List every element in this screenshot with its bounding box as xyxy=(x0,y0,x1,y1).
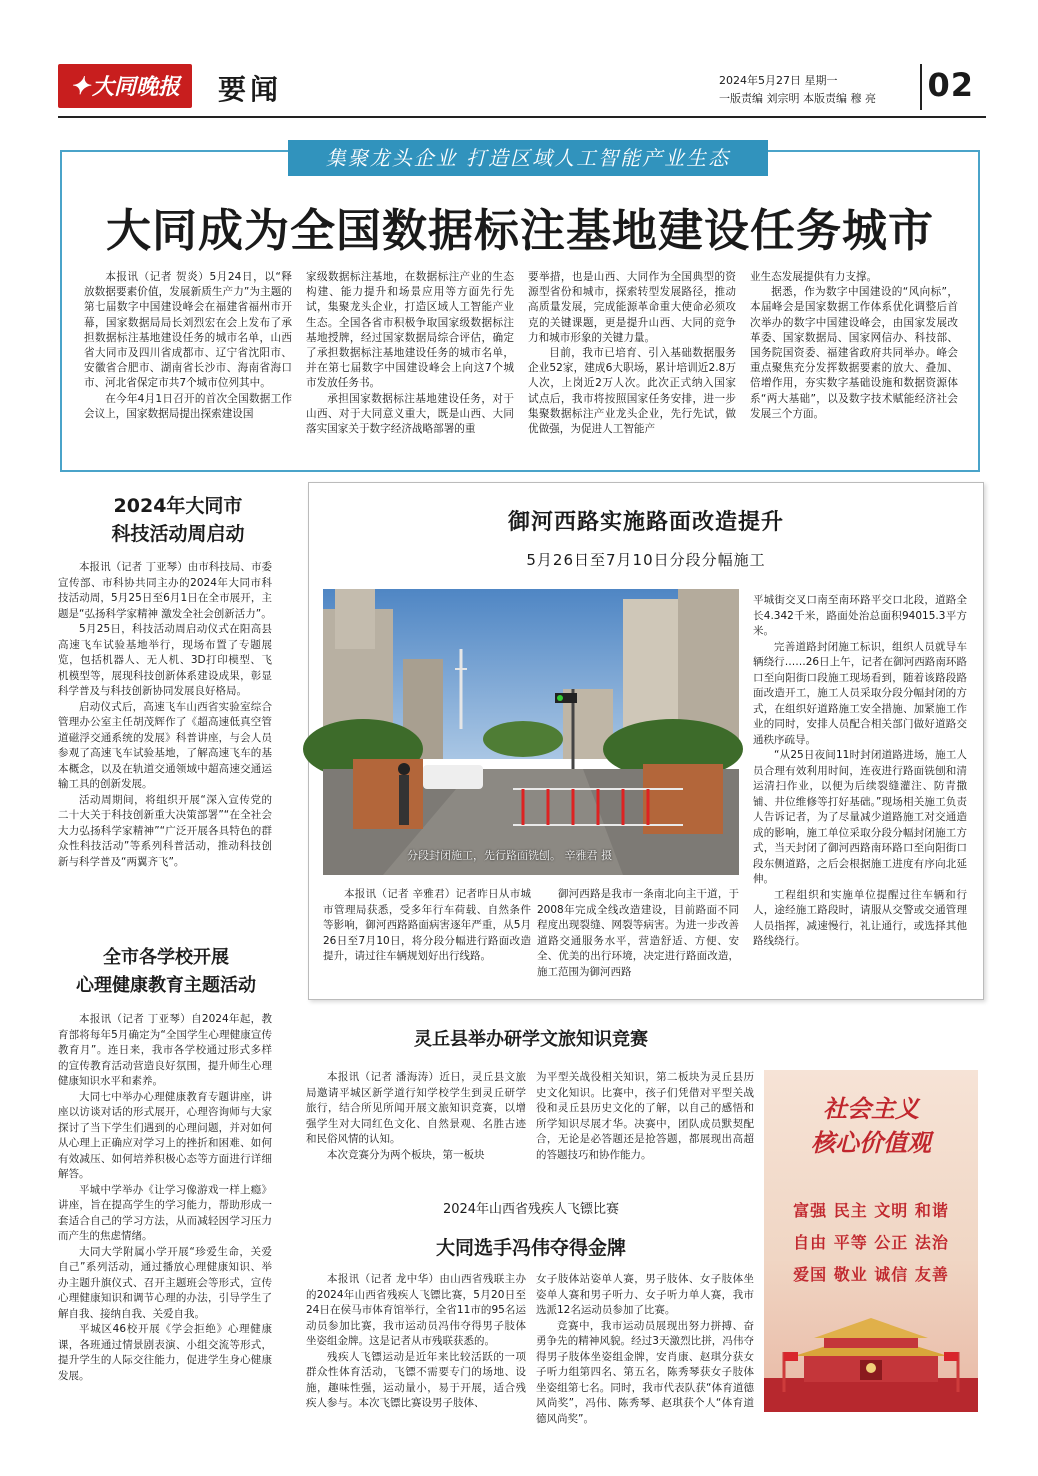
lead-col-2-p1: 家级数据标注基地，在数据标注产业的生态构建、能力提升和场景应用等方面先行先试，集聚龙头企业，打造区域人工智能产业生态。全国各省市积极争取国家级数据标注基地授牌，经过国家数据局综合评估，确定了承担数据标注基地建设任务的城市名单，并在第七届数字中国建设峰会上向这7个城市发放任务书。 xyxy=(306,271,514,390)
mental-health-headline-line2: 心理健康教育主题活动 xyxy=(76,975,256,996)
darts-col-a-p1: 本报讯（记者 龙中华）由山西省残联主办的2024年山西省残疾人飞镖比赛，5月20日至24日在侯马市体育馆举行，全省11市的95名运动员参加比赛，我市运动员冯伟夺得男子肢体坐姿组金牌。这是记者从市残联获悉的。 xyxy=(306,1273,526,1347)
road-col-c-p2: 完善道路封闭施工标识，组织人员就导车辆绕行……26日上午，记者在御河西路南环路口至向阳街口段施工现场看到，随着该路段路面改造开工，施工人员采取分段分幅封闭的方式，在组织好道路施工安全措施、加紧施工作业的同时，安排人员配合相关部门做好道路交通秩序疏导。 xyxy=(753,640,967,746)
date: 2024年5月27日 星期一 xyxy=(719,74,838,87)
road-col-a-p1: 本报讯（记者 辛雅君）记者昨日从市城市管理局获悉，受多年行车荷载、自然条件等影响，御河西路路面病害逐年严重，从5月26日至7月10日，将分段分幅进行路面改造提升，请过往车辆规划好出行线路。 xyxy=(323,888,531,962)
mental-health-p5: 平城区46校开展《学会拒绝》心理健康课，各班通过情景剧表演、小组交流等形式，提升学生的人际交往能力，促进学生身心健康发展。 xyxy=(58,1323,272,1382)
logo-mark-icon: ✦ xyxy=(69,71,91,100)
logo-text: 大同晚报 xyxy=(92,74,181,100)
core-values-poster xyxy=(764,1070,978,1412)
road-col-c-p1: 平城街交叉口南至南环路平交口北段，道路全长4.342千米，路面处治总面积94015.3平方米。 xyxy=(753,594,967,637)
darts-headline: 大同选手冯伟夺得金牌 xyxy=(435,1237,626,1259)
lead-col-3-p2: 目前，我市已培育、引入基础数据服务企业52家，建成6大职场，累计培训近2.8万人次，上岗近2万人次。此次正式纳入国家试点后，我市将按照国家任务安排，进一步集聚数据标注产业龙头企业，先行先试，做优做强，为促进人工智能产 xyxy=(528,347,736,436)
mental-health-p2: 大同七中举办心理健康教育专题讲座，讲座以访谈对话的形式展开，心理咨询师与大家探讨了当下学生们遇到的心理问题，并对如何从心理上正确应对学习上的挫折和困难、如何有效减压、如何培养积极心态等方面进行详细解答。 xyxy=(58,1090,272,1180)
road-col-a xyxy=(323,887,531,987)
road-col-c-p3: “从25日夜间11时封闭道路进场，施工人员合理有效利用时间，连夜进行路面铣刨和清运清扫作业，以便为后续裂缝灌注、防青撒铺、井位维修等打好基础。”现场相关施工负责人告诉记者，为了尽量减少道路施工对交通造成的影响，施工单位采取分段分幅封闭施工方式，当天封闭了御河西路南环路口至向阳街口段东侧道路，之后会根据施工进度有序向北延伸。 xyxy=(753,749,967,885)
lead-col-4-p1: 业生态发展提供有力支撑。 xyxy=(750,271,878,283)
lead-col-4-p2: 据悉，作为数字中国建设的“风向标”，本届峰会是国家数据工作体系优化调整后首次举办的数字中国建设峰会，由国家发展改革委、国家数据局、国家网信办、科技部、国务院国资委、福建省政府共同举办。峰会重点聚焦充分发挥数据要素的放大、叠加、倍增作用，夯实数字基础设施和数据资源体系“两大基础”，以及数字技术赋能经济社会发展三个方面。 xyxy=(750,286,958,420)
masthead xyxy=(58,60,986,120)
masthead-rule xyxy=(58,116,986,118)
mental-health-p1: 本报讯（记者 丁亚琴）自2024年起，教育部将每年5月确定为“全国学生心理健康宣传教育月”。连日来，我市各学校通过形式多样的宣传教育活动营造良好氛围，提升师生心理健康知识水平和素养。 xyxy=(58,1013,272,1087)
road-col-c-p4: 工程组织和实施单位提醒过往车辆和行人，途经施工路段时，请服从交警或交通管理人员指挥，减速慢行，礼让通行，或选择其他路线绕行。 xyxy=(753,888,967,947)
darts-kicker: 2024年山西省残疾人飞镖比赛 xyxy=(442,1202,620,1217)
mental-health-body xyxy=(58,1012,272,1432)
lead-col-1-p1: 本报讯（记者 贺炎）5月24日，以“释放数据要素价值，发展新质生产力”为主题的第七届数字中国建设峰会在福建省福州市开幕，国家数据局局长刘烈宏在会上发布了承担数据标注基地建设任务的城市名单，山西省大同市及四川省成都市、辽宁省沈阳市、安徽省合肥市、湖南省长沙市、海南省海口市、河北省保定市共7个城市位列其中。 xyxy=(84,271,292,390)
lead-body xyxy=(84,270,960,470)
tiananmen-illustration xyxy=(764,1292,978,1412)
lingqiu-headline: 灵丘县举办研学文旅知识竞赛 xyxy=(414,1029,648,1050)
road-col-b-p1: 御河西路是我市一条南北向主干道，于2008年完成全线改造建设，目前路面不同程度出现裂缝、网裂等病害。为进一步改善道路交通服务水平，营造舒适、方便、安全、优美的出行环境，决定进行路面改造，施工范围为御河西路 xyxy=(537,888,739,978)
lead-col-2-p2: 承担国家数据标注基地建设任务，对于山西、对于大同意义重大，既是山西、大同落实国家关于数字经济战略部署的重 xyxy=(306,392,514,436)
photo-caption: 分段封闭施工，先行路面铣刨。 辛雅君 摄 xyxy=(407,849,612,862)
tech-week-p1: 本报讯（记者 丁亚琴）由市科技局、市委宣传部、市科协共同主办的2024年大同市科技活动周，5月25日至6月1日在全市展开，主题是“弘扬科学家精神 激发全社会创新活力”。 xyxy=(58,561,272,620)
poster-title-line2: 核心价值观 xyxy=(811,1128,931,1157)
editors: 一版责编 刘宗明 本版责编 穆 亮 xyxy=(719,92,876,105)
section-name: 要闻 xyxy=(218,73,283,106)
road-construction-photo xyxy=(323,589,739,875)
dateline xyxy=(719,72,876,108)
lead-story xyxy=(60,146,980,472)
mental-health-p3: 平城中学举办《让学习像游戏一样上瘾》讲座，旨在提高学生的学习能力，帮助形成一套适合自己的学习方法，从而减轻因学习压力而产生的焦虑情绪。 xyxy=(58,1183,272,1242)
poster-title-line1: 社会主义 xyxy=(823,1094,919,1123)
tech-week-p3: 启动仪式后，高速飞车山西省实验室综合管理办公室主任胡茂辉作了《超高速低真空管道磁浮交通系统的发展》科普讲座，与会人员参观了高速飞车试验基地，了解高速飞车的基本概念，以及在轨道交通领域中超高速交通运输工具的创新发展。 xyxy=(58,700,272,790)
tech-week-body xyxy=(58,560,272,940)
page-number: 02 xyxy=(927,66,974,104)
tech-week-headline xyxy=(58,492,298,548)
road-photo-illustration xyxy=(323,589,739,875)
darts-col-b xyxy=(536,1272,754,1425)
lingqiu-col-a xyxy=(306,1070,526,1186)
darts-col-a xyxy=(306,1272,526,1418)
darts-col-b-p1: 女子肢体站姿单人赛，男子肢体、女子肢体坐姿单人赛和男子听力、女子听力单人赛，我市选派12名运动员参加了比赛。 xyxy=(536,1273,754,1316)
newspaper-logo xyxy=(58,64,192,108)
tech-week-p2: 5月25日，科技活动周启动仪式在阳高县高速飞车试验基地举行，现场布置了专题展览，包括机器人、无人机、3D打印模型、飞机模型等，展现科技创新体系建设成果，彰显科学普及与科技创新协同发展良好格局。 xyxy=(58,623,272,697)
lead-col-1 xyxy=(84,270,292,470)
poster-values-row-1: 富强 民主 文明 和谐 xyxy=(793,1201,949,1220)
mental-health-headline xyxy=(46,944,286,1000)
lingqiu-col-a-p1: 本报讯（记者 潘海涛）近日，灵丘县文旅局邀请平城区新学道行知学校学生到灵丘研学旅行，结合所见所闻开展文旅知识竞赛，以增强学生对大同红色文化、自然景观、名胜古迹和民俗风情的认知。 xyxy=(306,1071,526,1145)
mental-health-headline-line1: 全市各学校开展 xyxy=(103,947,229,968)
road-headline: 御河西路实施路面改造提升 xyxy=(507,510,784,535)
lead-col-3 xyxy=(528,270,736,470)
road-col-b xyxy=(537,887,739,987)
lead-col-1-p2: 在今年4月1日召开的首次全国数据工作会议上，国家数据局提出探索建设国 xyxy=(84,392,292,420)
lingqiu-col-a-p2: 本次竞赛分为两个板块，第一板块 xyxy=(327,1148,485,1161)
lead-col-4 xyxy=(750,270,958,470)
page-number-divider xyxy=(920,64,922,110)
lead-kicker: 集聚龙头企业 打造区域人工智能产业生态 xyxy=(288,140,768,176)
road-col-c xyxy=(753,593,967,993)
mental-health-p4: 大同大学附属小学开展“珍爱生命，关爱自己”系列活动，通过播放心理健康知识、举办主题升旗仪式、召开主题班会等形式，宣传心理健康知识和调节心理的办法，引导学生了解自我、接纳自我、关爱自我。 xyxy=(58,1245,272,1320)
poster-values-row-3: 爱国 敬业 诚信 友善 xyxy=(793,1265,949,1284)
poster-values-row-2: 自由 平等 公正 法治 xyxy=(793,1233,949,1252)
lead-col-3-p1: 要举措，也是山西、大同作为全国典型的资源型省份和城市，探索转型发展路径，推动高质量发展，完成能源革命重大使命必须攻克的关键课题，更是提升山西、大同的竞争力和城市形象的关键力量。 xyxy=(528,271,736,344)
tech-week-headline-line2: 科技活动周启动 xyxy=(111,523,245,545)
darts-col-a-p2: 残疾人飞镖运动是近年来比较活跃的一项群众性体育活动，飞镖不需要专门的场地、设施，趣味性强，运动量小，易于开展，适合残疾人参与。本次飞镖比赛设男子肢体、 xyxy=(306,1350,526,1409)
road-story xyxy=(308,482,984,1000)
lead-headline: 大同成为全国数据标注基地建设任务城市 xyxy=(105,204,934,257)
poster-title xyxy=(764,1092,978,1160)
road-subhead: 5月26日至7月10日分段分幅施工 xyxy=(526,551,766,569)
lingqiu-col-b-p1: 为平型关战役相关知识，第二板块为灵丘县历史文化知识。比赛中，孩子们凭借对平型关战役和灵丘县历史文化的了解，以自己的感悟和所学知识尽展才华。决赛中，团队成员默契配合，无论是必答题还是抢答题，都展现出高超的答题技巧和协作能力。 xyxy=(536,1071,754,1161)
darts-col-b-p2: 竞赛中，我市运动员展现出努力拼搏、奋勇争先的精神风貌。经过3天激烈比拼，冯伟夺得男子肢体坐姿组金牌，安肖康、赵琪分获女子听力组第四名、第五名，陈秀琴获女子肢体坐姿组第七名。同时，我市代表队获“体育道德风尚奖”，冯伟、陈秀琴、赵琪获个人“体育道德风尚奖”。 xyxy=(536,1319,754,1425)
tech-week-p4: 活动周期间，将组织开展“深入宣传党的二十大关于科技创新重大决策部署”“在全社会大力弘扬科学家精神”“广泛开展各具特色的群众性科技活动”等系列科普活动，推动科技创新与科学普及“两翼齐飞”。 xyxy=(58,793,272,868)
tech-week-headline-line1: 2024年大同市 xyxy=(113,495,243,517)
lead-col-2 xyxy=(306,270,514,470)
lingqiu-col-b xyxy=(536,1070,754,1186)
